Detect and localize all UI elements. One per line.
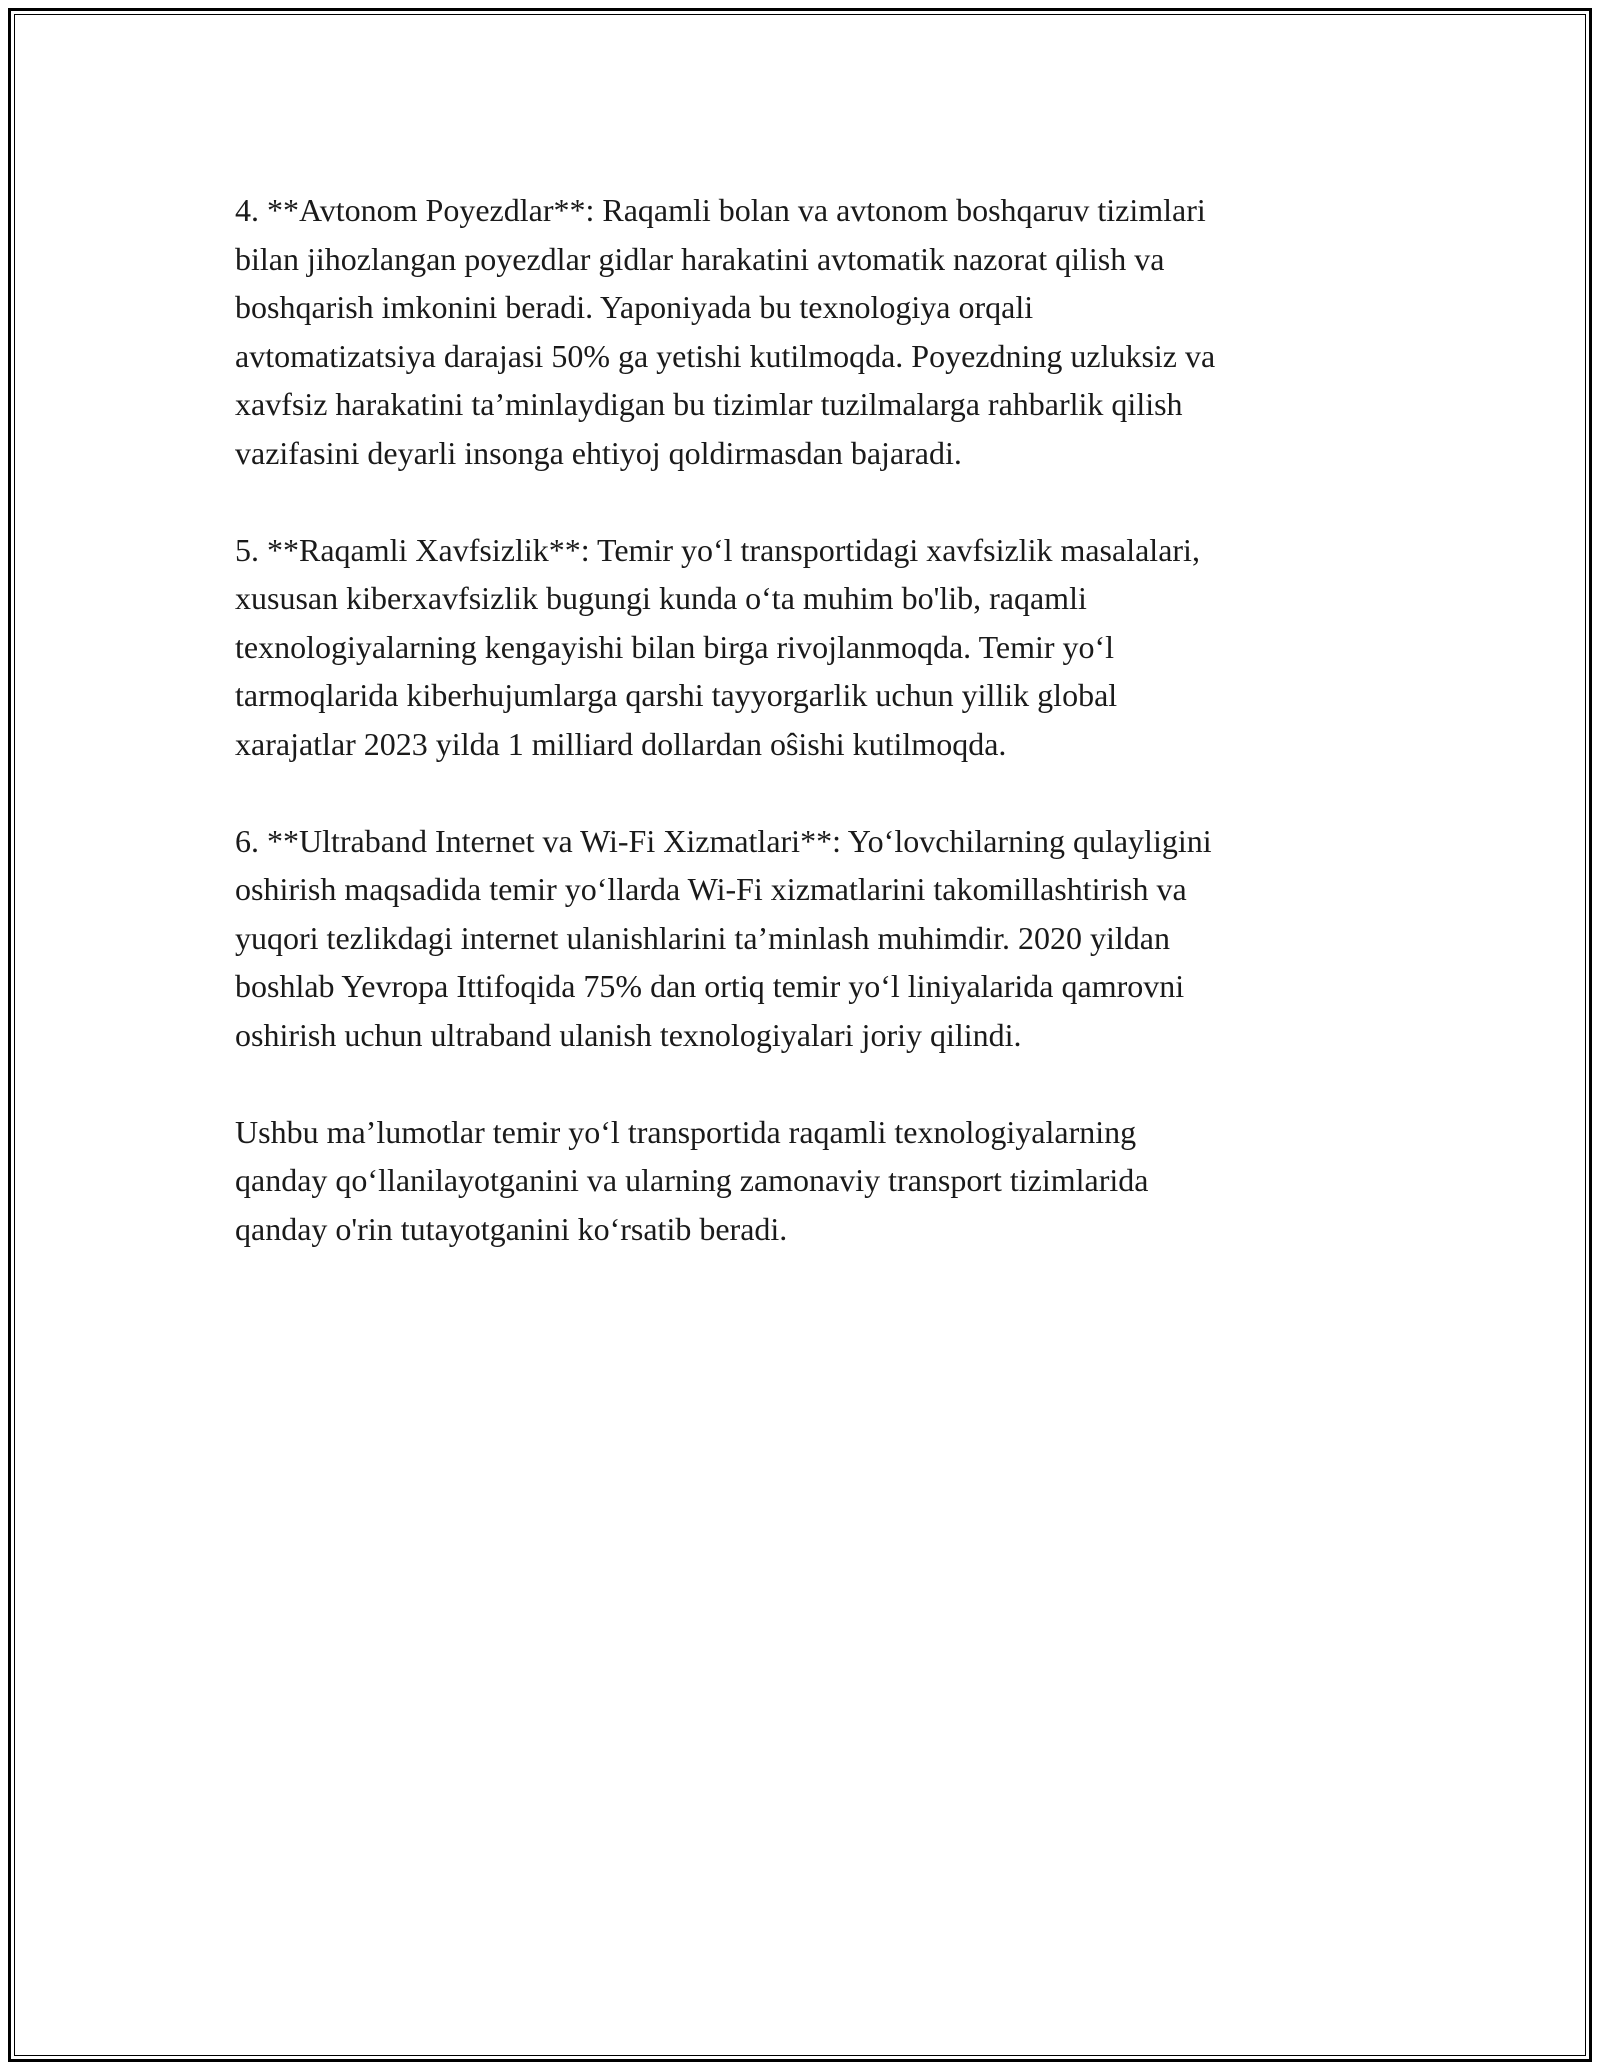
text-line: 4. **Avtonom Poyezdlar**: Raqamli bolan va avtonom boshqaruv tizimlari [235, 192, 1206, 228]
text-line: 5. **Raqamli Xavfsizlik**: Temir yo‘l transportidagi xavfsizlik masalalari, [235, 531, 1200, 568]
text-line: yuqori tezlikdagi internet ulanishlarini ta’minlash muhimdir. 2020 yildan [235, 919, 1170, 956]
text-line: qanday o'rin tutayotganini ko‘rsatib beradi. [235, 1210, 788, 1247]
text-line: tarmoqlarida kiberhujumlarga qarshi tayyorgarlik uchun yillik global [235, 677, 1118, 713]
text-line: oshirish uchun ultraband ulanish texnologiyalari joriy qilindi. [235, 1016, 1022, 1053]
text-line: 6. **Ultraband Internet va Wi-Fi Xizmatlari**: Yo‘lovchilarning qulayligini [235, 822, 1212, 859]
text-line: xususan kiberxavfsizlik bugungi kunda o‘ta muhim bo'lib, raqamli [235, 580, 1087, 616]
document-body [235, 186, 1375, 1302]
text-line: avtomatizatsiya darajasi 50% ga yetishi kutilmoqda. Poyezdning uzluksiz va [235, 337, 1216, 374]
text-line: Ushbu ma’lumotlar temir yo‘l transportida raqamli texnologiyalarning [235, 1113, 1137, 1150]
text-line: texnologiyalarning kengayishi bilan birga rivojlanmoqda. Temir yo‘l [235, 628, 1115, 665]
text-line: boshlab Yevropa Ittifoqida 75% dan ortiq temir yo‘l liniyalarida qamrovni [235, 968, 1185, 1004]
paragraph-autonomous-trains [235, 186, 1375, 477]
paragraph-digital-security [235, 526, 1375, 769]
text-line: boshqarish imkonini beradi. Yaponiyada bu texnologiya orqali [235, 289, 1034, 325]
text-line: bilan jihozlangan poyezdlar gidlar harakatini avtomatik nazorat qilish va [235, 240, 1165, 277]
paragraph-conclusion [235, 1108, 1375, 1254]
text-line: xavfsiz harakatini ta’minlaydigan bu tizimlar tuzilmalarga rahbarlik qilish [235, 386, 1183, 422]
text-line: xarajatlar 2023 yilda 1 milliard dollardan oŝishi kutilmoqda. [235, 725, 1007, 762]
text-line: vazifasini deyarli insonga ehtiyoj qoldirmasdan bajaradi. [235, 434, 962, 471]
text-line: oshirish maqsadida temir yo‘llarda Wi-Fi xizmatlarini takomillashtirish va [235, 871, 1187, 907]
text-line: qanday qo‘llanilayotganini va ularning zamonaviy transport tizimlarida [235, 1162, 1149, 1198]
paragraph-ultraband-internet [235, 817, 1375, 1060]
